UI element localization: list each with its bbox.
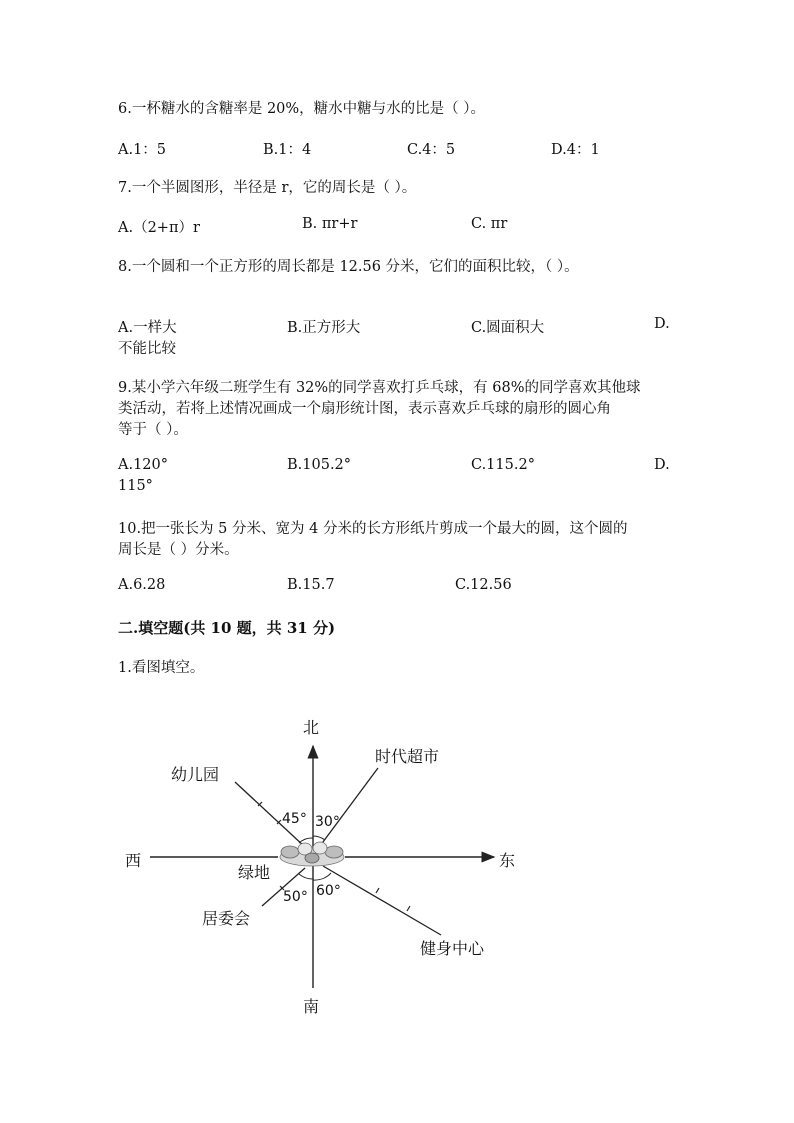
q9-stem-line1: 9.某小学六年级二班学生有 32%的同学喜欢打乒乓球，有 68%的同学喜欢其他球 xyxy=(118,380,641,396)
q9-option-c: C.115.2° xyxy=(471,457,535,473)
q8-option-b: B.正方形大 xyxy=(287,320,361,336)
kindergarten-label: 幼儿园 xyxy=(171,765,220,784)
q6-stem: 6.一杯糖水的含糖率是 20%，糖水中糖与水的比是（ ）。 xyxy=(118,101,486,117)
q8-option-d-text: 不能比较 xyxy=(118,341,176,357)
section2-q1: 1.看图填空。 xyxy=(118,660,205,676)
q10-option-a: A.6.28 xyxy=(118,577,166,593)
angle-sw-label: 50° xyxy=(283,889,308,905)
greenland-label: 绿地 xyxy=(238,863,271,882)
q8-option-c: C.圆面积大 xyxy=(471,320,545,336)
q6-option-c: C.4：5 xyxy=(407,142,456,158)
section-title: 二.填空题(共 10 题，共 31 分) xyxy=(118,619,336,637)
supermarket-ray xyxy=(320,768,378,846)
south-label: 南 xyxy=(303,997,320,1016)
west-label: 西 xyxy=(125,851,142,870)
q9-option-a: A.120° xyxy=(118,457,169,473)
q9-stem-line3: 等于（ ）。 xyxy=(118,422,188,438)
q6-option-d: D.4：1 xyxy=(551,142,600,158)
q7-option-a: A.（2+π）r xyxy=(118,220,200,236)
q8-stem: 8.一个圆和一个正方形的周长都是 12.56 分米，它们的面积比较，（ ）。 xyxy=(118,259,579,275)
q10-stem-line2: 周长是（ ）分米。 xyxy=(118,542,239,558)
angle-nw-label: 45° xyxy=(282,811,307,827)
q7-stem: 7.一个半圆图形，半径是 r，它的周长是（ ）。 xyxy=(118,180,417,196)
q10-option-b: B.15.7 xyxy=(287,577,335,593)
angle-se-label: 60° xyxy=(316,883,341,899)
q9-stem-line2: 类活动，若将上述情况画成一个扇形统计图，表示喜欢乒乓球的扇形的圆心角 xyxy=(118,401,611,417)
q9-option-b: B.105.2° xyxy=(287,457,352,473)
fitness-ray xyxy=(323,866,441,935)
north-label: 北 xyxy=(303,718,320,737)
q6-option-a: A.1：5 xyxy=(118,142,167,158)
q7-option-c: C. πr xyxy=(471,216,508,232)
q6-option-b: B.1：4 xyxy=(263,142,312,158)
fitness-label: 健身中心 xyxy=(420,939,485,958)
angle-ne-label: 30° xyxy=(315,814,340,830)
q10-stem-line1: 10.把一张长为 5 分米、宽为 4 分米的长方形纸片剪成一个最大的圆，这个圆的 xyxy=(118,521,628,537)
q8-option-a: A.一样大 xyxy=(118,320,177,336)
supermarket-label: 时代超市 xyxy=(375,747,440,766)
greenland-icon xyxy=(280,842,344,866)
committee-label: 居委会 xyxy=(202,909,251,928)
q8-option-d: D. xyxy=(654,316,670,332)
q10-option-c: C.12.56 xyxy=(455,577,512,593)
east-label: 东 xyxy=(499,851,516,870)
q9-option-d-text: 115° xyxy=(118,478,153,494)
q7-option-b: B. πr+r xyxy=(302,216,358,232)
q9-option-d: D. xyxy=(654,457,670,473)
